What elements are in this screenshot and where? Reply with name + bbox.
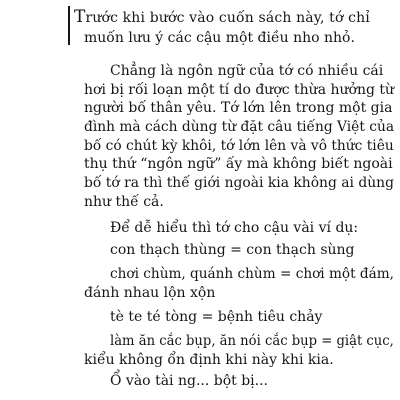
- intro-line-1: [74, 6, 370, 27]
- example-2-line-2: đánh nhau lộn xộn: [84, 285, 216, 301]
- paragraph-1-line-1: Chẳng là ngôn ngữ của tớ có nhiều cái: [110, 63, 384, 79]
- drop-cap-rule: [68, 6, 70, 45]
- intro-line-1-rest: rước khi bước vào cuốn sách này, tớ chỉ: [85, 9, 370, 26]
- example-4-line-1: làm ăn cắc bụp, ăn nói cắc bụp = giật cục,: [110, 333, 394, 349]
- example-4-line-2: kiểu không ổn định khi này khi kia.: [84, 351, 334, 368]
- example-1-line-1: con thạch thùng = con thạch sùng: [110, 242, 355, 259]
- example-2-line-1: chơi chùm, quánh chùm = chơi một đám,: [110, 266, 395, 283]
- paragraph-1-line-8: như thế cả.: [84, 193, 164, 210]
- intro-line-2: muốn lưu ý các cậu một điều nho nhỏ.: [84, 30, 355, 47]
- paragraph-1-line-3: người bố thân yêu. Tớ lớn lên trong một gia: [84, 100, 393, 117]
- paragraph-1-line-7: bố tớ ra thì thế giới ngoài kia không ai dùng: [84, 174, 394, 191]
- paragraph-1-line-5: bố có chút kỳ khôi, tớ lớn lên và vô thức tiêu: [84, 137, 394, 154]
- drop-cap-letter: T: [74, 6, 86, 27]
- paragraph-1-line-6: thụ thứ “ngôn ngữ” ấy mà không biết ngoài: [84, 156, 393, 173]
- example-3-line-1: tè te té tòng = bệnh tiêu chảy: [110, 309, 323, 325]
- paragraph-1-line-4: đình mà cách dùng từ đặt câu tiếng Việt của: [84, 119, 395, 135]
- paragraph-1-line-2: hơi bị rối loạn một tí do được thừa hưởng từ: [84, 81, 395, 98]
- examples-intro: Để dễ hiểu thì tớ cho cậu vài ví dụ:: [110, 220, 359, 237]
- cut-off-line: Ổ vào tài ng... bột bị...: [110, 372, 268, 389]
